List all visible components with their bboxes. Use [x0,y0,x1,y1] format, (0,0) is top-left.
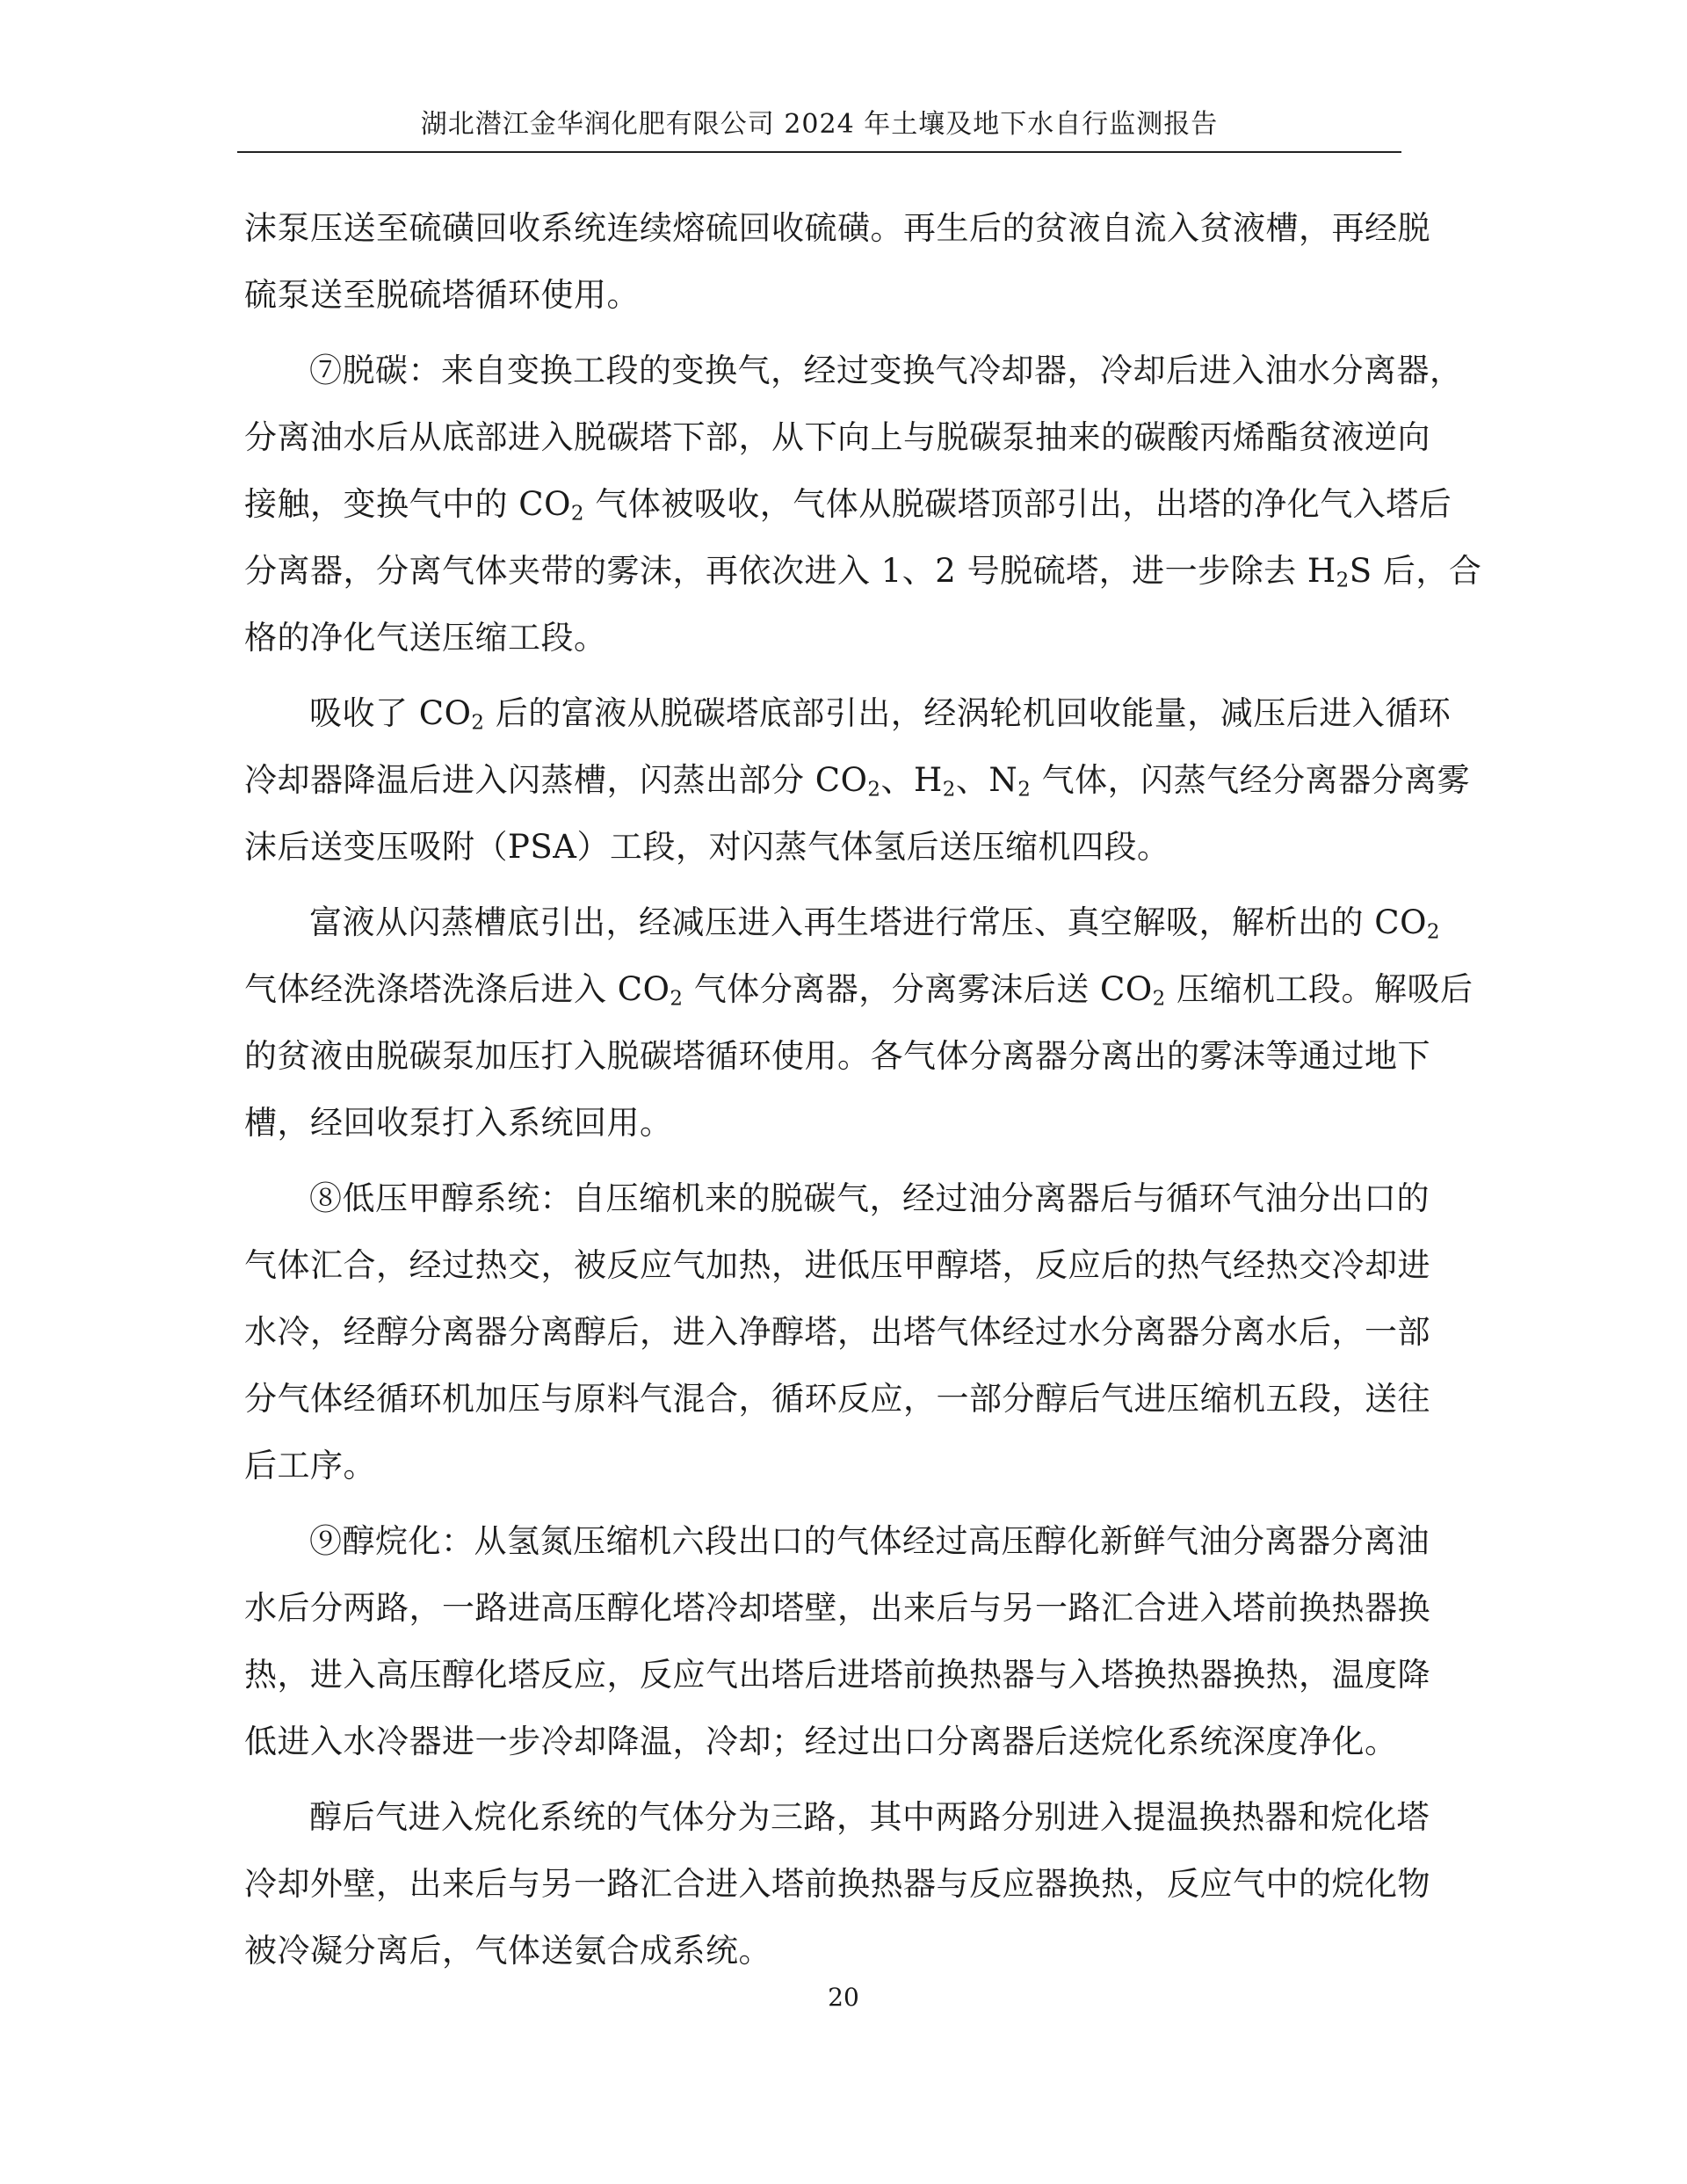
paragraph [244,1784,1430,1984]
text-line [244,471,1452,538]
text-run: 分离器，分离气体夹带的雾沫，再依次进入 1、2 号脱硫塔，进一步除去 H [244,552,1336,590]
text-run: 沫泵压送至硫磺回收系统连续熔硫回收硫磺。再生后的贫液自流入贫液槽，再经脱 [244,209,1430,247]
subscript: 2 [867,778,881,802]
text-run: 格的净化气送压缩工段。 [244,619,607,657]
text-run: 、H [880,761,943,799]
subscript: 2 [1152,987,1166,1011]
text-run: 冷却器降温后进入闪蒸槽，闪蒸出部分 CO [244,761,868,799]
text-run: ⑧低压甲醇系统：自压缩机来的脱碳气，经过油分离器后与循环气油分出口的 [309,1179,1430,1217]
paragraph [244,1165,1430,1499]
text-run: 气体分离器，分离雾沫后送 CO [683,970,1153,1008]
text-run: 气体被吸收，气体从脱碳塔顶部引出，出塔的净化气入塔后 [584,485,1452,523]
text-run: 气体汇合，经过热交，被反应气加热，进低压甲醇塔，反应后的热气经热交冷却进 [244,1246,1430,1284]
text-run: 后工序。 [244,1447,376,1484]
paragraph-gap [244,881,1397,889]
text-line [244,1918,1397,1984]
text-run: 压缩机工段。解吸后 [1165,970,1473,1008]
text-line [244,814,1397,881]
text-run: S 后，合 [1349,552,1482,590]
text-line [244,1433,1397,1499]
text-line [244,1784,1430,1851]
paragraph [244,337,1482,671]
text-run: 水后分两路，一路进高压醇化塔冷却塔壁，出来后与另一路汇合进入塔前换热器换 [244,1589,1430,1627]
subscript: 2 [1426,920,1440,944]
text-run: 气体经洗涤塔洗涤后进入 CO [244,970,670,1008]
paragraph [244,680,1471,881]
text-run: 水冷，经醇分离器分离醇后，进入净醇塔，出塔气体经过水分离器分离水后，一部 [244,1313,1430,1351]
subscript: 2 [942,778,956,802]
paragraph-gap [244,1775,1397,1784]
subscript: 2 [1336,569,1350,592]
text-run: 醇后气进入烷化系统的气体分为三路，其中两路分别进入提温换热器和烷化塔 [309,1798,1430,1836]
text-run: ⑨醇烷化：从氢氮压缩机六段出口的气体经过高压醇化新鲜气油分离器分离油 [309,1522,1430,1560]
text-run: 沫后送变压吸附（PSA）工段，对闪蒸气体氢后送压缩机四段。 [244,828,1170,866]
text-run: 热，进入高压醇化塔反应，反应气出塔后进塔前换热器与入塔换热器换热，温度降 [244,1656,1430,1694]
paragraph-gap [244,671,1397,680]
text-line [244,1642,1430,1709]
text-run: 吸收了 CO [309,694,472,732]
text-run: 富液从闪蒸槽底引出，经减压进入再生塔进行常压、真空解吸，解析出的 CO [309,903,1427,941]
text-line [244,1709,1397,1775]
text-run: 低进入水冷器进一步冷却降温，冷却；经过出口分离器后送烷化系统深度净化。 [244,1723,1398,1760]
page-number: 20 [828,1983,859,2012]
text-line [244,1023,1430,1090]
text-run: 分离油水后从底部进入脱碳塔下部，从下向上与脱碳泵抽来的碳酸丙烯酯贫液逆向 [244,418,1430,456]
text-run: 接触，变换气中的 CO [244,485,571,523]
header-divider [237,151,1401,153]
text-run: 的贫液由脱碳泵加压打入脱碳塔循环使用。各气体分离器分离出的雾沫等通过地下 [244,1037,1430,1075]
text-line [244,337,1463,404]
text-line [244,1299,1430,1366]
paragraph [244,1508,1430,1775]
text-run: 被冷凝分离后，气体送氨合成系统。 [244,1932,771,1970]
paragraph-gap [244,1157,1397,1165]
text-line [244,889,1440,956]
text-run: 冷却外壁，出来后与另一路汇合进入塔前换热器与反应器换热，反应气中的烷化物 [244,1865,1430,1903]
subscript: 2 [670,987,684,1011]
text-line [244,1508,1430,1575]
text-line [244,1165,1430,1232]
text-line [244,195,1430,262]
text-line [244,1575,1430,1642]
text-line [244,747,1471,814]
text-line [244,1090,1397,1157]
text-line [244,262,1397,329]
subscript: 2 [570,502,584,526]
text-line [244,1366,1430,1433]
text-run: 分气体经循环机加压与原料气混合，循环反应，一部分醇后气进压缩机五段，送往 [244,1380,1430,1418]
text-run: 槽，经回收泵打入系统回用。 [244,1104,673,1142]
subscript: 2 [471,711,485,735]
text-line [244,605,1397,671]
text-line [244,1851,1430,1918]
text-run: 气体，闪蒸气经分离器分离雾 [1031,761,1471,799]
subscript: 2 [1017,778,1032,802]
text-line [244,1232,1430,1299]
paragraph [244,889,1473,1157]
paragraph-gap [244,1499,1397,1508]
text-run: ⑦脱碳：来自变换工段的变换气，经过变换气冷却器，冷却后进入油水分离器， [309,352,1463,389]
text-run: 后的富液从脱碳塔底部引出，经涡轮机回收能量，减压后进入循环 [484,694,1452,732]
text-line [244,680,1452,747]
paragraph-gap [244,329,1397,337]
text-line [244,538,1482,605]
document-body [244,195,1482,1984]
paragraph [244,195,1430,329]
text-line [244,956,1473,1023]
text-run: 硫泵送至脱硫塔循环使用。 [244,276,640,314]
running-header: 湖北潜江金华润化肥有限公司 2024 年土壤及地下水自行监测报告 [420,109,1219,140]
text-run: 、N [955,761,1018,799]
text-line [244,404,1430,471]
